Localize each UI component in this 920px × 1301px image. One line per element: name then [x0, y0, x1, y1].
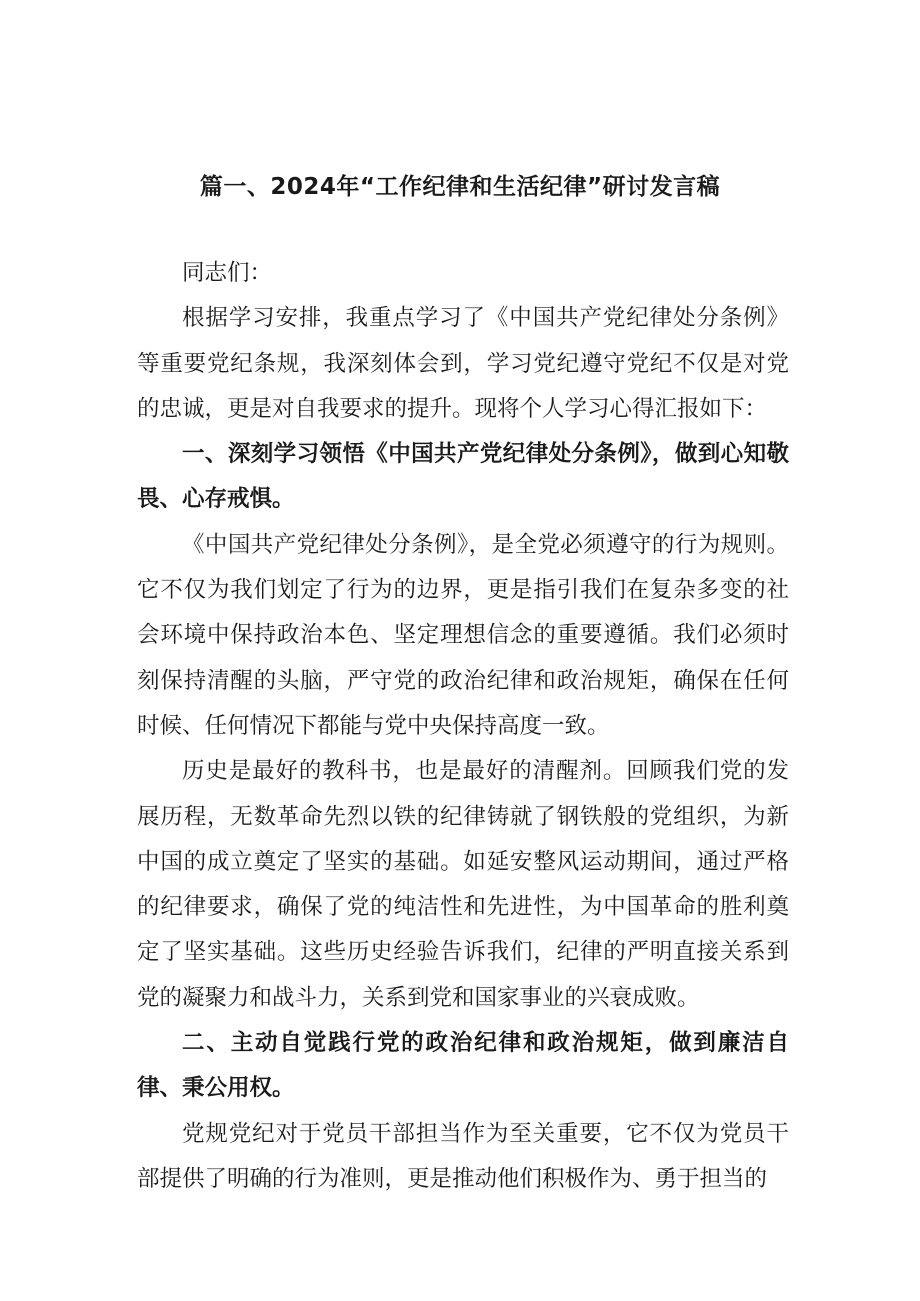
section-heading-1: 一、深刻学习领悟《中国共产党纪律处分条例》，做到心知敬畏、心存戒惧。 — [137, 441, 789, 513]
intro-paragraph: 根据学习安排，我重点学习了《中国共产党纪律处分条例》等重要党纪条规，我深刻体会到，学习党纪遵守党纪不仅是对党的忠诚，更是对自我要求的提升。现将个人学习心得汇报如下： — [137, 305, 789, 422]
paragraph-1: 《中国共产党纪律处分条例》，是全党必须遵守的行为规则。它不仅为我们划定了行为的边界，更是指引我们在复杂多变的社会环境中保持政治本色、坚定理想信念的重要遵循。我们必须时刻保持清醒的头脑，严守党的政治纪律和政治规矩，确保在任何时候、任何情况下都能与党中央保持高度一致。 — [137, 531, 789, 739]
paragraph-2: 历史是最好的教科书，也是最好的清醒剂。回顾我们党的发展历程，无数革命先烈以铁的纪律铸就了钢铁般的党组织，为新中国的成立奠定了坚实的基础。如延安整风运动期间，通过严格的纪律要求，确保了党的纯洁性和先进性，为中国革命的胜利奠定了坚实基础。这些历史经验告诉我们，纪律的严明直接关系到党的凝聚力和战斗力，关系到党和国家事业的兴衰成败。 — [137, 758, 789, 1011]
document-title: 篇一、2024年“工作纪律和生活纪律”研讨发言稿 — [199, 174, 721, 200]
section-heading-2: 二、主动自觉践行党的政治纪律和政治规矩，做到廉洁自律、秉公用权。 — [137, 1030, 789, 1102]
document-body — [137, 251, 789, 1202]
greeting: 同志们： — [182, 260, 273, 286]
paragraph-3: 党规党纪对于党员干部担当作为至关重要，它不仅为党员干部提供了明确的行为准则，更是推动他们积极作为、勇于担当的 — [137, 1120, 789, 1192]
